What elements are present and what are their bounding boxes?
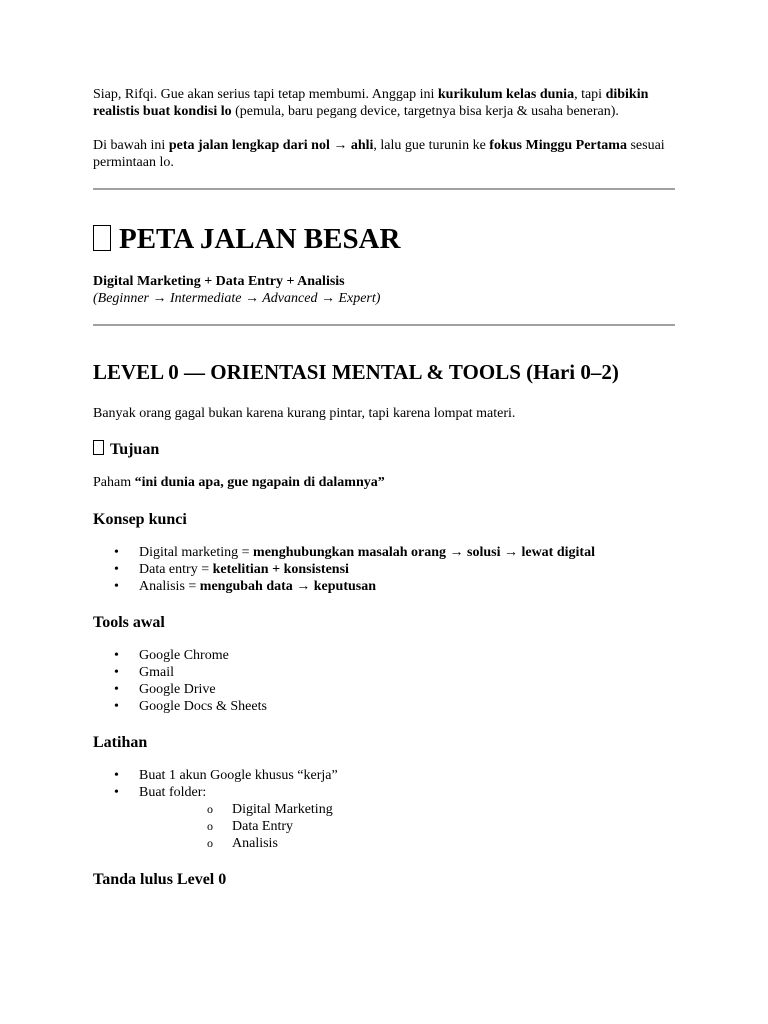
concept-definition: ketelitian + konsistensi: [212, 562, 349, 577]
list-item: [139, 801, 675, 818]
concept-term: Data entry =: [139, 562, 213, 577]
intro-bold-text: peta jalan lengkap dari nol → ahli: [168, 138, 374, 153]
goal-bold-text: “ini dunia apa, gue ngapain di dalamnya”: [134, 475, 385, 490]
practice-item: Buat 1 akun Google khusus “kerja”: [139, 768, 338, 783]
goal-paragraph: [93, 474, 675, 491]
list-item: [93, 664, 675, 681]
roadmap-subtitle: Digital Marketing + Data Entry + Analisis: [93, 274, 345, 289]
practice-list: [93, 767, 675, 852]
intro-bold-text: dibikin realistis buat kondisi lo: [93, 87, 649, 119]
document-page: [93, 86, 675, 904]
list-item: [93, 544, 675, 561]
folders-list: [139, 801, 675, 852]
list-item: [139, 835, 675, 852]
level0-title: LEVEL 0 — ORIENTASI MENTAL & TOOLS (Hari 0–2): [93, 360, 619, 384]
tool-name: Google Docs & Sheets: [139, 699, 267, 714]
bullet-icon: •: [114, 785, 119, 800]
bullet-icon: •: [114, 545, 119, 560]
intro-text: , tapi: [574, 87, 606, 102]
list-item: [93, 647, 675, 664]
pass-heading: Tanda lulus Level 0: [93, 871, 227, 888]
list-item: [93, 681, 675, 698]
level0-lead: Banyak orang gagal bukan karena kurang pintar, tapi karena lompat materi.: [93, 406, 516, 421]
intro-bold-text: fokus Minggu Pertama: [489, 138, 627, 153]
bullet-icon: •: [114, 562, 119, 577]
intro-text: (pemula, baru pegang device, targetnya bisa kerja & usaha beneran).: [231, 104, 619, 119]
bullet-icon: •: [114, 665, 119, 680]
tool-name: Gmail: [139, 665, 174, 680]
intro-bold-text: kurikulum kelas dunia: [437, 87, 575, 102]
list-item: [93, 561, 675, 578]
concepts-heading: Konsep kunci: [93, 511, 187, 528]
tool-name: Google Chrome: [139, 648, 229, 663]
missing-glyph-icon: [93, 225, 111, 251]
bullet-icon: •: [114, 768, 119, 783]
circle-bullet-icon: o: [207, 836, 213, 850]
intro-paragraph-1: [93, 86, 675, 120]
intro-paragraph-2: [93, 137, 675, 171]
intro-text: Siap, Rifqi. Gue akan serius tapi tetap membumi. Anggap ini: [93, 87, 438, 102]
practice-heading: Latihan: [93, 734, 148, 751]
folder-name: Analisis: [232, 836, 278, 851]
tools-list: [93, 647, 675, 715]
list-item: [93, 784, 675, 852]
roadmap-levels: (Beginner → Intermediate → Advanced → Expert): [93, 291, 381, 306]
practice-item: Buat folder:: [139, 785, 207, 800]
goal-text: Paham: [93, 475, 135, 490]
list-item: [93, 698, 675, 715]
concept-definition: menghubungkan masalah orang → solusi → lewat digital: [253, 545, 595, 560]
divider: [93, 324, 675, 326]
folder-name: Digital Marketing: [232, 802, 333, 817]
goal-heading: [93, 440, 675, 459]
roadmap-title: PETA JALAN BESAR: [119, 223, 401, 255]
tool-name: Google Drive: [139, 682, 216, 697]
concept-term: Digital marketing =: [139, 545, 254, 560]
concept-definition: mengubah data → keputusan: [199, 579, 377, 594]
missing-glyph-icon: [93, 440, 104, 455]
folder-name: Data Entry: [232, 819, 294, 834]
concepts-list: [93, 544, 675, 595]
intro-text: Di bawah ini: [93, 138, 169, 153]
roadmap-heading: [93, 222, 675, 256]
divider: [93, 188, 675, 190]
intro-text: , lalu gue turunin ke: [373, 138, 490, 153]
circle-bullet-icon: o: [207, 802, 213, 816]
bullet-icon: •: [114, 579, 119, 594]
bullet-icon: •: [114, 682, 119, 697]
bullet-icon: •: [114, 699, 119, 714]
list-item: [93, 578, 675, 595]
circle-bullet-icon: o: [207, 819, 213, 833]
intro-text: sesuai permintaan lo.: [93, 138, 665, 170]
list-item: [139, 818, 675, 835]
list-item: [93, 767, 675, 784]
concept-term: Analisis =: [139, 579, 200, 594]
tools-heading: Tools awal: [93, 614, 165, 631]
bullet-icon: •: [114, 648, 119, 663]
goal-heading-text: Tujuan: [110, 441, 160, 458]
